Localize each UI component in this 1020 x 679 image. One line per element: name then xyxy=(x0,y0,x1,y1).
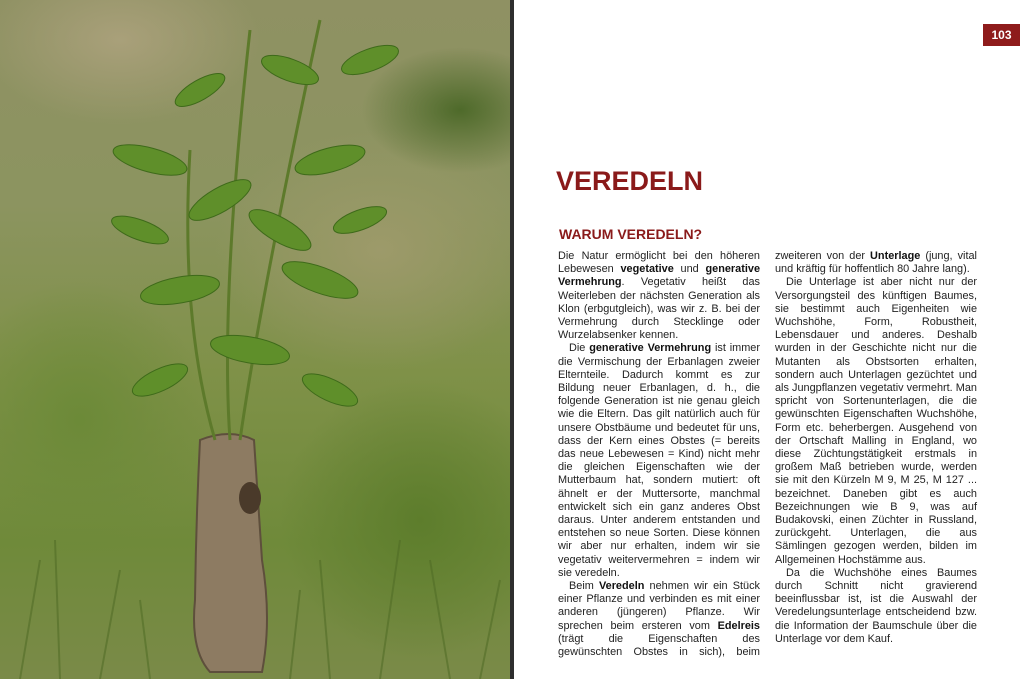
text-run: (jung, vital und kräftig für hoffentlich 80 Jahre lang). xyxy=(775,250,977,276)
tree-stump xyxy=(194,434,267,672)
bold-term: generative Vermehrung xyxy=(558,263,760,289)
text-run: und xyxy=(673,263,706,276)
section-heading: WARUM VEREDELN? xyxy=(559,226,703,242)
text-run: Die Natur ermöglicht bei den höheren Lebewesen xyxy=(558,250,760,276)
bold-term: Veredeln xyxy=(598,580,645,593)
bold-term: Unterlage xyxy=(870,250,921,262)
bold-term: generative Vermehrung xyxy=(589,342,712,355)
bold-term: Edelreis xyxy=(717,619,760,632)
bold-term: vegetative xyxy=(620,263,674,276)
text-run: (trägt die Eigenschaften des gewünschten Obstes in sich), beim zweiteren von der xyxy=(558,250,871,659)
paragraph xyxy=(775,567,977,646)
page-number: 103 xyxy=(983,24,1020,46)
page-gutter xyxy=(510,0,514,679)
text-run: Da die Wuchshöhe eines Baumes durch Schnitt nicht gravierend beeinflussbar ist, ist die Auswahl der Veredelungsunterlage entscheidend bzw. die Information der Baumschule über die Unterlage vor dem Kauf. xyxy=(775,566,977,645)
text-run: nehmen wir ein Stück einer Pflanze und verbinden es mit einer anderen (jüngeren) Pflanze. Wir sprechen beim ersteren vom xyxy=(558,580,760,632)
chapter-title: VEREDELN xyxy=(556,166,704,196)
text-run: Beim xyxy=(569,580,599,593)
paragraph xyxy=(558,342,760,580)
paragraph xyxy=(558,250,760,342)
paragraph xyxy=(775,276,977,566)
text-run: . Vegetativ heißt das Weiterleben der nächsten Generation als Klon (erbgutgleich), was wir z. B. bei der Vermehrung durch Stecklinge oder Wurzelabsenker kennen. xyxy=(558,276,760,342)
text-run: Die xyxy=(569,342,590,355)
body-text xyxy=(558,250,977,659)
text-run: ist immer die Vermischung der Erbanlagen zweier Elternteile. Dadurch kommt es zur Bildung neuer Erbanlagen, d. h., die folgende Generation ist nie genau gleich wie die Eltern. Das gilt natürlich auch für unsere Obstbäume und bedeutet für uns, dass der Kern eines Obstes (= bereits das neue Lebewesen = Kind) nicht mehr die gleichen Eigenschaften wie der Mutterbaum hat, sondern mutiert: oft ähnelt er der Muttersorte, manchmal entwickelt sich ein ganz anderes Obst daraus. Unter anderem entstanden und entstehen so neue Sorten. Diese können wir aber nur erhalten, indem wir sie vegetativ weitervermehren = indem wir sie veredeln. xyxy=(558,342,760,579)
text-run: Die Unterlage ist aber nicht nur der Versorgungsteil des künftigen Baumes, sie bestimmt auch Eigenheiten wie Wuchshöhe, Form, Robustheit, Lebensdauer und anderes. Deshalb wurden in der Geschichte nicht nur die Mutanten als Obstsorten erhalten, sondern auch Unterlagen gezüchtet und als Jungpflanzen vegetativ vermehrt. Man spricht von Sortenunterlagen, die die gewünschten Eigenschaften Wuchshöhe, Form etc. beherbergen. Ausgehend von der Ortschaft Malling in England, wo diese Züchtungstätigkeit erstmals in großem Maß betrieben wurde, werden sie mit den Kürzeln M 9, M 25, M 127 ... bezeichnet. Daneben gibt es auch Bezeichnungen wie B 9, was auf Budakovski, einen Züchter in Russland, zurückgeht. Unterlagen, die aus Sämlingen gezogen werden, bilden im Allgemeinen Hochstämme aus. xyxy=(775,276,977,566)
